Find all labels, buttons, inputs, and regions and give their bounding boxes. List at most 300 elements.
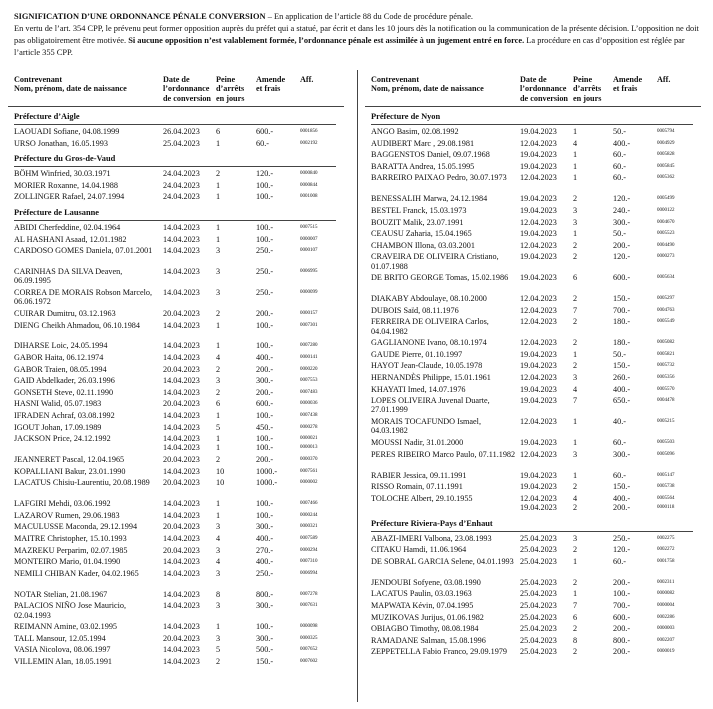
order-date: 20.04.2023 [163, 399, 200, 409]
arrest-days: 6 [573, 612, 578, 622]
order-date: 20.04.2023 [163, 455, 200, 465]
arrest-days: 7 [573, 396, 578, 406]
case-number: 0002286 [657, 614, 675, 620]
offender-name: ANGO Basim, 02.08.1992 [371, 127, 459, 136]
order-date: 25.04.2023 [520, 545, 557, 555]
fine-amount: 250.- [613, 533, 631, 543]
offender-name: BOUZIT Malik, 23.07.1991 [371, 217, 464, 227]
order-date: 14.04.2023 [163, 341, 200, 351]
section-title: Préfecture du Gros-de-Vaud [14, 154, 116, 164]
fine-amount: 200.- [256, 455, 274, 465]
order-date: 12.04.2023 [520, 173, 557, 183]
fine-amount: 180.- [613, 317, 631, 327]
arrest-days: 1 [573, 173, 578, 183]
order-date: 19.04.2023 [520, 384, 557, 394]
case-number: 0005096 [657, 451, 675, 457]
offender-name: IGOUT Johan, 17.09.1989 [14, 422, 102, 432]
offender-name: BARREIRO PAIXAO Pedro, 30.07.1973 [371, 173, 507, 183]
arrest-days: 4 [216, 353, 221, 362]
case-number: 0000107 [300, 248, 318, 254]
fine-amount: 270.- [256, 545, 274, 555]
arrest-days: 1 [216, 443, 221, 453]
fine-amount: 100.- [256, 180, 274, 190]
fine-amount: 250.- [256, 288, 274, 297]
case-number: 0000321 [300, 524, 318, 530]
case-number: 0007561 [300, 468, 318, 474]
section-rule [14, 166, 336, 167]
case-number: 0000244 [300, 512, 318, 518]
case-number: 0005503 [657, 440, 675, 445]
arrest-days: 1 [573, 127, 578, 136]
fine-amount: 1000.- [256, 478, 278, 488]
fine-amount: 100.- [256, 192, 274, 202]
order-date: 14.04.2023 [163, 411, 200, 420]
arrest-days: 3 [573, 449, 578, 459]
arrest-days: 1 [573, 161, 578, 171]
offender-name: GAUDE Pierre, 01.10.1997 [371, 349, 463, 359]
offender-name: RAMADANE Salman, 15.08.1996 [371, 635, 486, 645]
offender-name: PALACIOS NIÑO Jose Mauricio, 02.04.1993 [14, 601, 127, 620]
fine-amount: 100.- [256, 234, 274, 244]
arrest-days: 3 [216, 267, 221, 277]
fine-amount: 450.- [256, 422, 274, 432]
arrest-days: 1 [216, 411, 221, 420]
order-date: 19.04.2023 [520, 194, 557, 204]
offender-name: LAZAROV Rumen, 29.06.1983 [14, 510, 120, 520]
order-date: 19.04.2023 [520, 161, 557, 171]
header-rule [365, 106, 701, 107]
case-number: 0000122 [657, 207, 675, 213]
order-date: 14.04.2023 [163, 645, 200, 655]
fine-amount: 600.- [613, 273, 631, 283]
notice-lead: – En application de l’article 88 du Code de procédure pénale. [265, 12, 474, 21]
order-date: 19.04.2023 [520, 150, 557, 160]
fine-amount: 150.- [613, 482, 631, 492]
case-number: 0007652 [300, 647, 318, 653]
arrest-days: 3 [216, 568, 221, 578]
order-date: 12.04.2023 [520, 240, 557, 250]
fine-amount: 60.- [613, 161, 626, 171]
order-date: 14.04.2023 [163, 376, 200, 386]
offender-name: CRAVEIRA DE OLIVEIRA Cristiano, 01.07.1988 [371, 252, 499, 271]
arrest-days: 7 [573, 305, 578, 315]
case-number: 0007280 [300, 343, 318, 349]
offender-name: RABIER Jessica, 09.11.1991 [371, 470, 467, 480]
order-date: 19.04.2023 [520, 482, 557, 492]
arrest-days: 2 [573, 194, 578, 204]
fine-amount: 700.- [613, 600, 631, 610]
fine-amount: 1000.- [256, 466, 278, 476]
intro-notice [14, 11, 704, 59]
offender-name: AL HASHANI Asaad, 12.01.1982 [14, 234, 127, 244]
order-date: 12.04.2023 [520, 338, 557, 348]
case-number: 0001856 [300, 129, 318, 134]
arrest-days: 3 [216, 522, 221, 532]
notice-bold: Si aucune opposition n’est valablement formée, l’ordonnance pénale est assimilée à un jugement entré en force. [128, 36, 525, 45]
case-number: 0004490 [657, 242, 675, 248]
fine-amount: 700.- [613, 305, 631, 315]
case-number: 0007515 [300, 225, 318, 230]
case-number: 0000141 [300, 355, 318, 360]
case-number: 0002311 [657, 579, 675, 585]
order-date: 25.04.2023 [520, 635, 557, 645]
offender-name: CARINHAS DA SILVA Deaven, 06.09.1995 [14, 267, 123, 286]
offender-name: MONTEIRO Mario, 01.04.1990 [14, 557, 121, 567]
case-number: 0000370 [300, 457, 318, 463]
order-date: 12.04.2023 [520, 138, 557, 148]
arrest-days: 3 [216, 633, 221, 643]
fine-amount: 600.- [613, 612, 631, 622]
section-title: Préfecture de Nyon [371, 112, 441, 121]
fine-amount: 120.- [613, 252, 631, 262]
order-date: 19.04.2023 [520, 438, 557, 447]
case-number: 0006994 [300, 570, 318, 576]
case-number: 0005499 [657, 196, 675, 202]
arrest-days: 1 [216, 223, 221, 232]
arrest-days: 2 [216, 387, 221, 397]
arrest-days: 3 [216, 601, 221, 611]
order-date: 24.04.2023 [163, 192, 200, 202]
case-number: 0004929 [657, 140, 675, 146]
right-column [365, 72, 701, 702]
case-number: 0000004 [657, 602, 675, 608]
case-number: 0000098 [300, 624, 318, 630]
offender-name: ZEPPETELLA Fabio Franco, 29.09.1979 [371, 647, 507, 657]
notice-body: En vertu de l’art. 354 CPP, le prévenu peut former opposition auprès du préfet qui a statué, par écrit et dans les 10 jours dès la notification ou la communication de la présente décision. L’opposition ne doit pas obligatoirement être motivée. [14, 24, 699, 45]
offender-name: GAGLIANONE Ivano, 08.10.1974 [371, 338, 487, 348]
order-date: 14.04.2023 [163, 499, 200, 509]
order-date: 19.04.2023 [520, 396, 557, 406]
header-date: Date de l’ordonnance de conversion [163, 75, 211, 103]
fine-amount: 300.- [256, 633, 274, 643]
fine-amount: 200.- [256, 387, 274, 397]
header-aff: Aff. [300, 75, 314, 84]
order-date: 14.04.2023 [163, 422, 200, 432]
arrest-days: 2 [573, 482, 578, 492]
section-rule [371, 124, 693, 125]
header-amount: Amende et frais [613, 75, 643, 94]
case-number: 0004763 [657, 307, 675, 313]
order-date: 26.04.2023 [163, 127, 200, 136]
order-date: 25.04.2023 [520, 556, 557, 566]
fine-amount: 650.- [613, 396, 631, 406]
arrest-days: 2 [216, 169, 221, 179]
case-number: 0005549 [657, 319, 675, 325]
case-number: 0000840 [300, 171, 318, 177]
case-number: 0005828 [657, 152, 675, 158]
header-name: Contrevenant Nom, prénom, date de naissance [371, 75, 484, 94]
order-date: 12.04.2023 [520, 305, 557, 315]
fine-amount: 50.- [613, 349, 626, 359]
table-header [8, 72, 344, 102]
arrest-days: 4 [573, 384, 578, 394]
arrest-days: 3 [216, 246, 221, 256]
fine-amount: 300.- [256, 601, 274, 611]
section-title: Préfecture de Lausanne [14, 208, 99, 217]
order-date: 14.04.2023 [163, 589, 200, 599]
order-date: 14.04.2023 [163, 466, 200, 476]
fine-amount: 400.- [613, 493, 631, 503]
header-name: Contrevenant Nom, prénom, date de naissance [14, 75, 127, 94]
case-number: 0000003 [657, 626, 675, 632]
offender-name: GONSETH Steve, 02.11.1990 [14, 387, 114, 397]
order-date: 12.04.2023 [520, 217, 557, 227]
arrest-days: 2 [573, 338, 578, 348]
fine-amount: 500.- [256, 645, 274, 655]
order-date: 14.04.2023 [163, 434, 200, 444]
fine-amount: 50.- [613, 127, 626, 136]
table-header [365, 72, 701, 102]
fine-amount: 100.- [256, 622, 274, 632]
offender-name: JEANNERET Pascal, 12.04.1965 [14, 455, 125, 465]
order-date: 14.04.2023 [163, 622, 200, 632]
case-number: 0005794 [657, 129, 675, 134]
arrest-days: 4 [216, 557, 221, 567]
offender-name: GAID Abdelkader, 26.03.1996 [14, 376, 115, 386]
case-number: 0005821 [657, 351, 675, 357]
order-date: 19.04.2023 [520, 502, 557, 512]
order-date: 25.04.2023 [520, 612, 557, 622]
offender-name: CEAUSU Zaharia, 15.04.1965 [371, 229, 472, 239]
notice-title: SIGNIFICATION D’UNE ORDONNANCE PÉNALE CONVERSION [14, 12, 266, 21]
offender-name: GABOR Traien, 08.05.1994 [14, 364, 107, 374]
fine-amount: 120.- [613, 194, 631, 204]
fine-amount: 200.- [613, 240, 631, 250]
fine-amount: 50.- [613, 229, 626, 239]
case-number: 0004670 [657, 219, 675, 225]
case-number: 0000273 [657, 254, 675, 260]
fine-amount: 400.- [256, 557, 274, 567]
offender-name: HAYOT Jean-Claude, 10.05.1978 [371, 361, 483, 371]
order-date: 14.04.2023 [163, 223, 200, 232]
case-number: 0005147 [657, 472, 675, 478]
arrest-days: 1 [216, 510, 221, 520]
case-number: 0000099 [300, 290, 318, 295]
offender-name: NOTAR Stelian, 21.08.1967 [14, 589, 108, 599]
case-number: 0005845 [657, 163, 675, 169]
arrest-days: 2 [573, 361, 578, 371]
fine-amount: 200.- [256, 364, 274, 374]
offender-name: HASNI Walid, 05.07.1983 [14, 399, 102, 409]
order-date: 24.04.2023 [163, 169, 200, 179]
order-date: 14.04.2023 [163, 320, 200, 330]
case-number: 0002272 [657, 547, 675, 553]
offender-name: LOPES OLIVEIRA Juvenal Duarte, 27.01.1999 [371, 396, 490, 415]
case-number: 0002207 [657, 637, 675, 643]
order-date: 14.04.2023 [163, 234, 200, 244]
arrest-days: 3 [216, 288, 221, 297]
section-rule [14, 220, 336, 221]
case-number: 0000118 [657, 504, 675, 510]
arrest-days: 5 [216, 422, 221, 432]
header-days: Peine d’arrêts en jours [216, 75, 245, 103]
order-date: 14.04.2023 [163, 387, 200, 397]
offender-name: LAOUADI Sofiane, 04.08.1999 [14, 127, 120, 136]
section-rule [14, 124, 336, 125]
offender-name: BARATTA Andrea, 15.05.1995 [371, 161, 475, 171]
case-number: 0000082 [657, 591, 675, 597]
case-number: 0005634 [657, 275, 675, 281]
arrest-days: 2 [573, 252, 578, 262]
fine-amount: 200.- [613, 647, 631, 657]
order-date: 24.04.2023 [163, 180, 200, 190]
offender-name: VASIA Nicolova, 08.06.1997 [14, 645, 111, 655]
arrest-days: 7 [573, 600, 578, 610]
arrest-days: 2 [573, 577, 578, 587]
order-date: 12.04.2023 [520, 373, 557, 382]
offender-name: MOUSSI Nadir, 31.01.2000 [371, 438, 464, 447]
fine-amount: 120.- [256, 169, 274, 179]
arrest-days: 3 [216, 545, 221, 555]
arrest-days: 1 [216, 622, 221, 632]
case-number: 0001758 [657, 558, 675, 564]
fine-amount: 150.- [256, 657, 274, 666]
offender-name: BAGGENSTOS Daniel, 09.07.1968 [371, 150, 490, 160]
arrest-days: 1 [573, 349, 578, 359]
offender-name: JENDOUBI Sofyene, 03.08.1990 [371, 577, 481, 587]
offender-name: DIAKABY Abdoulaye, 08.10.2000 [371, 294, 487, 304]
arrest-days: 6 [216, 399, 221, 409]
order-date: 14.04.2023 [163, 601, 200, 611]
offender-name: DIENG Cheikh Ahmadou, 06.10.1984 [14, 320, 140, 330]
order-date: 25.04.2023 [520, 600, 557, 610]
offender-name: DE BRITO GEORGE Tomas, 15.02.1986 [371, 273, 509, 283]
offender-name: REIMANN Amine, 03.02.1995 [14, 622, 118, 632]
order-date: 20.04.2023 [163, 308, 200, 318]
order-date: 19.04.2023 [520, 273, 557, 283]
offender-name: RISSO Romain, 07.11.1991 [371, 482, 463, 492]
fine-amount: 250.- [256, 568, 274, 578]
arrest-days: 2 [573, 294, 578, 304]
case-number: 0001008 [300, 194, 318, 200]
fine-amount: 100.- [256, 341, 274, 351]
fine-amount: 200.- [613, 624, 631, 634]
order-date: 19.04.2023 [520, 252, 557, 262]
order-date: 20.04.2023 [163, 545, 200, 555]
fine-amount: 800.- [256, 589, 274, 599]
case-number: 0007278 [300, 591, 318, 597]
order-date: 20.04.2023 [163, 478, 200, 488]
section-title: Préfecture d’Aigle [14, 112, 80, 121]
order-date: 12.04.2023 [520, 294, 557, 304]
offender-name: DIHARSE Loic, 24.05.1994 [14, 341, 108, 351]
offender-name: AUDIBERT Marc , 29.08.1981 [371, 138, 475, 148]
case-number: 0002275 [657, 535, 675, 541]
order-date: 19.04.2023 [520, 205, 557, 215]
offender-name: CHAMBON Illona, 03.03.2001 [371, 240, 475, 250]
fine-amount: 100.- [256, 411, 274, 420]
case-number: 0000002 [300, 480, 318, 486]
fine-amount: 100.- [256, 434, 274, 444]
case-number: 0007553 [300, 378, 318, 384]
offender-name: FERREIRA DE OLIVEIRA Carlos, 04.04.1982 [371, 317, 489, 336]
fine-amount: 300.- [256, 522, 274, 532]
fine-amount: 240.- [613, 205, 631, 215]
order-date: 14.04.2023 [163, 267, 200, 277]
case-number: 0005523 [657, 231, 675, 237]
fine-amount: 260.- [613, 373, 631, 382]
case-number: 0007466 [300, 501, 318, 507]
order-date: 20.04.2023 [163, 522, 200, 532]
arrest-days: 2 [573, 545, 578, 555]
arrest-days: 10 [216, 478, 225, 488]
offender-name: MUZIKOVAS Jurijus, 01.06.1982 [371, 612, 484, 622]
arrest-days: 3 [573, 533, 578, 543]
offender-name: OBIAGBO Timothy, 08.08.1984 [371, 624, 479, 634]
case-number: 0004478 [657, 398, 675, 404]
offender-name: HERNANDÈS Philippe, 15.01.1961 [371, 373, 491, 382]
fine-amount: 100.- [613, 589, 631, 599]
offender-name: KOPALLIANI Bakur, 23.01.1990 [14, 466, 126, 476]
arrest-days: 10 [216, 466, 225, 476]
order-date: 12.04.2023 [520, 493, 557, 503]
fine-amount: 120.- [613, 545, 631, 555]
offender-name: DUBOIS Saïd, 08.11.1976 [371, 305, 459, 315]
case-number: 0007483 [300, 389, 318, 395]
arrest-days: 1 [216, 499, 221, 509]
fine-amount: 100.- [256, 223, 274, 232]
fine-amount: 60.- [613, 556, 626, 566]
header-date: Date de l’ordonnance de conversion [520, 75, 568, 103]
section-rule [371, 531, 693, 532]
offender-name: CUIRAR Dumitru, 03.12.1963 [14, 308, 116, 318]
fine-amount: 40.- [613, 417, 626, 427]
offender-name: BESTEL Franck, 15.03.1973 [371, 205, 467, 215]
offender-name: ZOLLINGER Rafael, 24.07.1994 [14, 192, 125, 202]
order-date: 19.04.2023 [520, 349, 557, 359]
offender-name: TOLOCHE Albert, 29.10.1955 [371, 493, 473, 503]
arrest-days: 8 [573, 635, 578, 645]
header-days: Peine d’arrêts en jours [573, 75, 602, 103]
fine-amount: 150.- [613, 294, 631, 304]
arrest-days: 4 [573, 493, 578, 503]
arrest-days: 2 [216, 455, 221, 465]
order-date: 19.04.2023 [520, 127, 557, 136]
offender-name: KHAYATI Imed, 14.07.1976 [371, 384, 466, 394]
offender-name: PERES RIBEIRO Marco Paulo, 07.11.1982 [371, 449, 516, 459]
arrest-days: 1 [573, 417, 578, 427]
case-number: 0005738 [657, 484, 675, 490]
order-date: 14.04.2023 [163, 443, 200, 453]
left-column [8, 72, 344, 702]
offender-name: ABIDI Cherfeddine, 02.04.1964 [14, 223, 121, 232]
offender-name: NEMILI CHIBAN Kader, 04.02.1965 [14, 568, 139, 578]
order-date: 14.04.2023 [163, 657, 200, 666]
arrest-days: 6 [216, 127, 221, 136]
fine-amount: 300.- [613, 449, 631, 459]
arrest-days: 2 [573, 502, 578, 512]
fine-amount: 200.- [256, 308, 274, 318]
offender-name: MORAIS TOCAFUNDO Ismael, 04.03.1982 [371, 417, 482, 436]
case-number: 0005215 [657, 419, 675, 425]
case-number: 0002192 [300, 140, 318, 146]
arrest-days: 1 [216, 180, 221, 190]
fine-amount: 250.- [256, 246, 274, 256]
order-date: 14.04.2023 [163, 510, 200, 520]
case-number: 0000844 [300, 182, 318, 188]
offender-name: BÖHM Winfried, 30.03.1971 [14, 169, 111, 179]
case-number: 0005564 [657, 495, 675, 501]
offender-name: MAPWATA Kévin, 07.04.1995 [371, 600, 474, 610]
fine-amount: 60.- [613, 438, 626, 447]
case-number: 0007589 [300, 536, 318, 541]
case-number: 0005297 [657, 296, 675, 302]
case-number: 0006995 [300, 269, 318, 275]
arrest-days: 3 [573, 217, 578, 227]
case-number: 0000325 [300, 635, 318, 641]
case-number: 0005570 [657, 386, 675, 392]
offender-name: CITAKU Hamdi, 11.06.1964 [371, 545, 467, 555]
